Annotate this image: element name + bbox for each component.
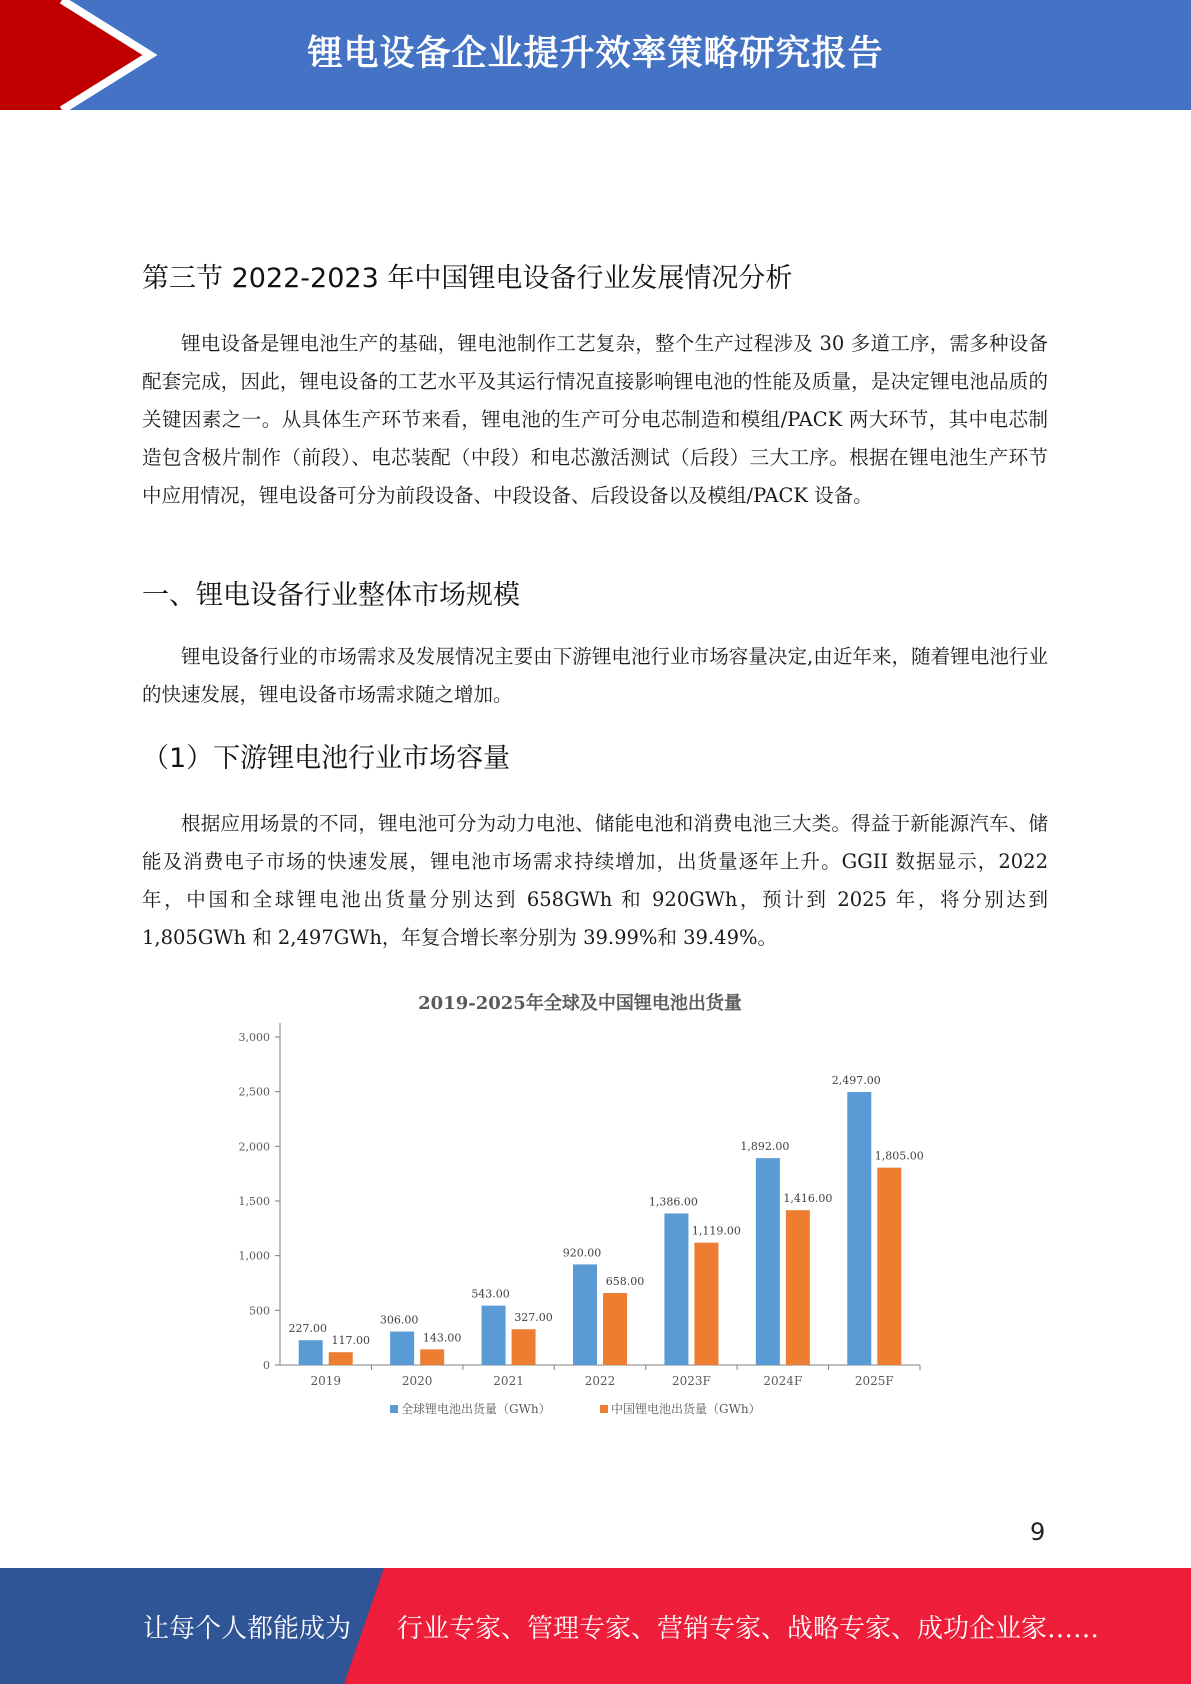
legend-swatch [390, 1405, 398, 1413]
data-label: 543.00 [471, 1287, 510, 1301]
footer-slogan-left: 让每个人都能成为 [143, 1614, 352, 1644]
shipment-paragraph: 根据应用场景的不同，锂电池可分为动力电池、储能电池和消费电池三大类。得益于新能源汽车、储能及消费电子市场的快速发展，锂电池市场需求持续增加，出货量逐年上升。GGII 数据显示，2022 年，中国和全球锂电池出货量分别达到 658GWh 和 920GWh，预计到 2025 年，将分别达到 1,805GWh 和 2,497GWh，年复合增长率分别为 39.99%和 39.49%。 [142, 812, 1048, 949]
bar-china [694, 1243, 718, 1365]
section-title: 第三节 2022-2023 年中国锂电设备行业发展情况分析 [142, 263, 793, 294]
y-tick-label: 2,500 [238, 1085, 270, 1099]
chart-title: 2019-2025年全球及中国锂电池出货量 [418, 993, 742, 1014]
bar-china [877, 1168, 901, 1365]
x-tick-label: 2020 [401, 1374, 433, 1388]
intro-paragraph: 锂电设备是锂电池生产的基础，锂电池制作工艺复杂，整个生产过程涉及 30 多道工序，需多种设备配套完成，因此，锂电设备的工艺水平及其运行情况直接影响锂电池的性能及质量，是决定锂电池品质的关键因素之一。从具体生产环节来看，锂电池的生产可分电芯制造和模组/PACK 两大环节，其中电芯制造包含极片制作（前段）、电芯装配（中段）和电芯激活测试（后段）三大工序。根据在锂电池生产环节中应用情况，锂电设备可分为前段设备、中段设备、后段设备以及模组/PACK 设备。 [142, 332, 1048, 507]
chart-bars [288, 1074, 923, 1365]
x-tick-label: 2025F [854, 1374, 894, 1388]
data-label: 1,119.00 [691, 1224, 741, 1238]
heading-downstream-capacity: （1）下游锂电池行业市场容量 [142, 743, 511, 774]
page-number: 9 [1030, 1518, 1046, 1546]
bar-global [482, 1306, 506, 1365]
data-label: 143.00 [422, 1331, 462, 1345]
data-label: 1,892.00 [740, 1140, 790, 1154]
bar-global [664, 1213, 688, 1365]
footer-slogan-right: 行业专家、管理专家、营销专家、战略专家、成功企业家…… [397, 1614, 1100, 1644]
bar-global [573, 1264, 597, 1365]
x-tick-label: 2021 [493, 1374, 524, 1388]
data-label: 1,386.00 [648, 1195, 698, 1209]
legend-swatch [600, 1405, 608, 1413]
bar-global [756, 1158, 780, 1365]
y-tick-label: 1,500 [238, 1195, 270, 1208]
data-label: 306.00 [379, 1313, 419, 1327]
y-tick-label: 2,000 [238, 1140, 270, 1154]
bar-global [299, 1340, 323, 1365]
bar-china [603, 1293, 627, 1365]
x-tick-label: 2024F [763, 1374, 803, 1388]
market-demand-paragraph: 锂电设备行业的市场需求及发展情况主要由下游锂电池行业市场容量决定,由近年来，随着锂电池行业的快速发展，锂电设备市场需求随之增加。 [142, 645, 1048, 706]
data-label: 2,497.00 [831, 1073, 881, 1087]
legend-label: 中国锂电池出货量（GWh） [611, 1402, 761, 1416]
data-label: 1,805.00 [874, 1149, 924, 1163]
y-tick-label: 500 [249, 1304, 270, 1318]
x-tick-label: 2022 [584, 1374, 616, 1388]
chart-legend [390, 1401, 761, 1416]
bar-china [786, 1210, 810, 1365]
data-label: 920.00 [562, 1246, 602, 1260]
bar-global [847, 1092, 871, 1365]
data-label: 117.00 [331, 1334, 370, 1348]
x-tick-label: 2019 [310, 1374, 341, 1388]
y-tick-label: 3,000 [238, 1031, 270, 1044]
header-banner [0, 0, 1191, 110]
y-tick-label: 0 [263, 1359, 270, 1372]
bar-china [329, 1352, 353, 1365]
heading-market-scale: 一、锂电设备行业整体市场规模 [142, 580, 520, 611]
bar-china [420, 1349, 444, 1365]
legend-label: 全球锂电池出货量（GWh） [401, 1402, 551, 1416]
x-tick-label: 2023F [671, 1374, 711, 1388]
bar-global [390, 1332, 414, 1365]
data-label: 327.00 [514, 1311, 553, 1325]
bar-china [512, 1329, 536, 1365]
shipment-bar-chart [200, 985, 960, 1425]
data-label: 1,416.00 [783, 1192, 833, 1206]
data-label: 227.00 [288, 1322, 327, 1336]
footer-banner [0, 1568, 1191, 1684]
report-title: 锂电设备企业提升效率策略研究报告 [307, 34, 884, 74]
data-label: 658.00 [605, 1275, 645, 1289]
y-tick-label: 1,000 [238, 1249, 270, 1263]
